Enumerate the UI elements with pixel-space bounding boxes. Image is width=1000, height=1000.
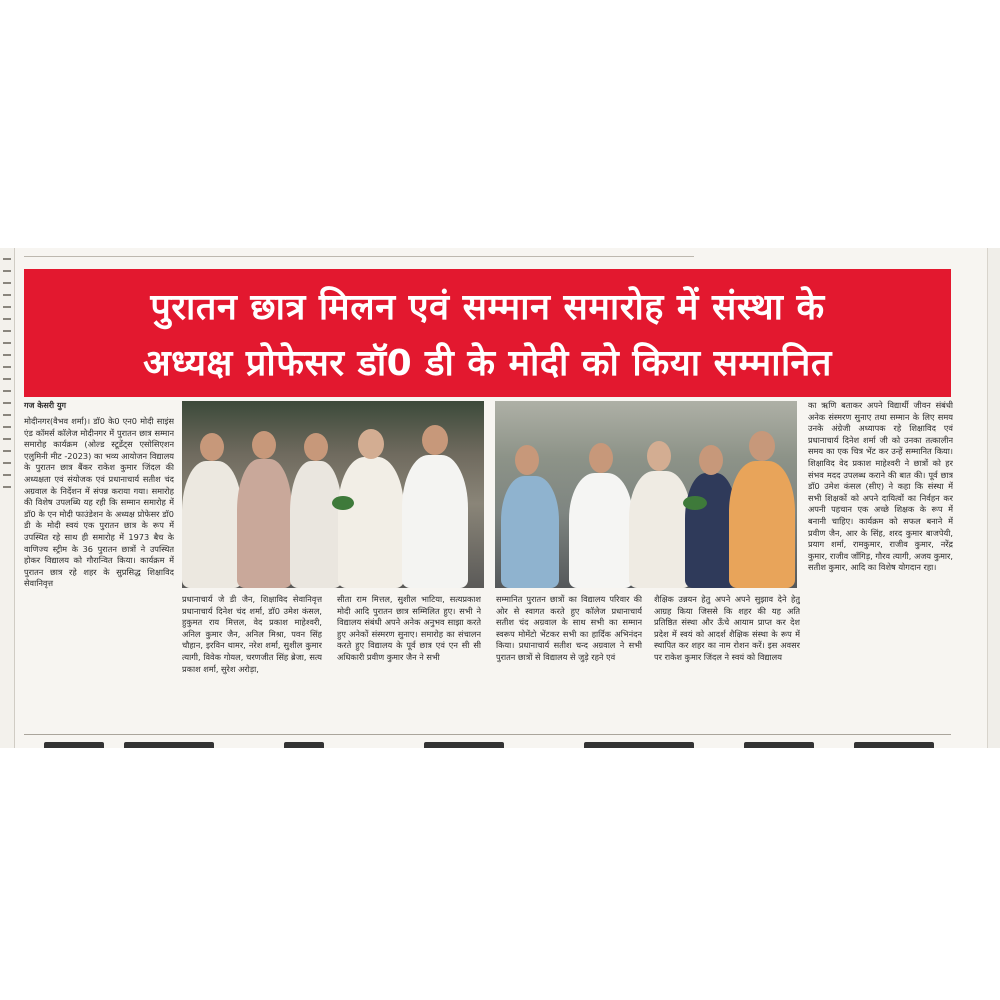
adjacent-page-edge-right xyxy=(987,248,1000,748)
top-divider xyxy=(24,256,694,257)
headline-banner xyxy=(24,269,951,397)
article-column-4: सम्मानित पुरातन छात्रों का विद्यालय परिवार की ओर से स्वागत करते हुए कॉलेज प्रधानाचार्य सतीश चंद अग्रवाल के साथ सभी का सम्मान स्वरूप मोमेंटो भेंटकर सभी का हार्दिक अभिनंदन किया। प्रधानाचार्य सतीश चन्द अग्रवाल ने सभी पुरातन छात्रों से विद्यालय से जुड़े रहने एवं xyxy=(496,594,642,662)
photo-honoring-ceremony-right xyxy=(495,401,797,588)
photo-honoring-ceremony-left xyxy=(182,401,484,588)
bottom-divider xyxy=(24,734,951,735)
article-column-3: सीता राम मित्तल, सुशील भाटिया, सत्यप्रकाश मोदी आदि पुरातन छात्र सम्मिलित हुए। सभी ने विद्यालय संबंधी अपने अनेक अनुभव साझा करते हुए अनेकों संस्मरण सुनाए। समारोह का संचालन करते हुए विद्यालय के पूर्व छात्र एवं एन सी सी अधिकारी प्रवीण कुमार जैन ने सभी xyxy=(337,594,481,662)
headline-line-2: अध्यक्ष प्रोफेसर डॉ0 डी के मोदी को किया सम्मानित xyxy=(143,343,832,384)
adjacent-page-edge-left xyxy=(0,248,15,748)
article-column-5: शैक्षिक उन्नयन हेतु अपने अपने सुझाव देने हेतु आग्रह किया जिससे कि शहर की यह अति प्रतिष्ठित संस्था और ऊँचे आयाम प्राप्त कर देश प्रदेश में स्वयं को आदर्श शैक्षिक संस्था के रूप में स्थापित कर शहर का नाम रोशन करें। इस अवसर पर राकेश कुमार जिंदल ने स्वयं को विद्यालय xyxy=(654,594,800,662)
headline-line-1: पुरातन छात्र मिलन एवं सम्मान समारोह में संस्था के xyxy=(150,287,825,328)
article-column-2: प्रधानाचार्य जे डी जैन, शिक्षाविद सेवानिवृत्त प्रधानाचार्य दिनेश चंद शर्मा, डॉ0 उमेश कंसल, हुकुमत राय मित्तल, वेद प्रकाश माहेश्वरी, अनिल कुमार जैन, अनिल मिश्रा, पवन सिंह चौहान, इरविन थामर, नरेश शर्मा, सुशील कुमार त्यागी, विवेक गोयल, चरणजीत सिंह ब्रेजा, सत्य प्रकाश शर्मा, सुरेश अरोड़ा, xyxy=(182,594,322,674)
next-article-headline-cropped xyxy=(24,738,951,748)
article-column-1: मोदीनगर(वैभव शर्मा)। डॉ0 के0 एन0 मोदी साइंस एंड कॉमर्स कॉलेज मोदीनगर में पुरातन छात्र सम्मान समारोह कार्यक्रम (ओल्ड स्टूडेंट्स एसोसिएशन एलुमिनी मीट -2023) का भव्य आयोजन विद्यालय के पुरातन छात्र बैंकर राकेश कुमार जिंदल की अध्यक्षता एवं संयोजक एवं प्रधानाचार्य सतीश चंद अग्रवाल के निर्देशन में संपन्न कराया गया। समारोह की विशेष उपलब्धि यह रही कि सम्मान समारोह में डॉ0 के एन मोदी फाउंडेशन के अध्यक्ष प्रोफेसर डॉ0 डी के मोदी स्वयं एक पुरातन छात्र के रूप में उपस्थित रहे साथ ही समारोह में 1973 बैच के वाणिज्य स्ट्रीम के 36 पुरातन छात्रों ने उपस्थित होकर विद्यालय को गौरान्वित किया। कार्यक्रम में पुरातन छात्र रहे शहर के सुप्रसिद्ध शिक्षाविद सेवानिवृत्त xyxy=(24,416,174,589)
newspaper-clipping xyxy=(0,248,1000,748)
article-column-6: का ऋणि बताकर अपने विद्यार्थी जीवन संबंधी अनेक संस्मरण सुनाए तथा सम्मान के लिए समय उनके अंग्रेजी अध्यापक रहे शिक्षाविद एवं प्रधानाचार्य दिनेश शर्मा जी को उनका तत्कालीन समय का एक चित्र भेंट कर उन्हें सम्मानित किया। शिक्षाविद वेद प्रकाश माहेश्वरी ने छात्रों को हर संभव मदद उपलब्ध कराने की बात की। पूर्व छात्र डॉ0 उमेश कंसल (सीए) ने कहा कि संस्था में सभी शिक्षकों को अपने दायित्वों का निर्वहन कर अपनी पहचान एक अच्छे शिक्षक के रूप में बनानी चाहिए। कार्यक्रम को सफल बनाने में प्रवीण जैन, आर के सिंह, शरद कुमार बाजपेयी, प्रयाग शर्मा, रामकुमार, राजीव कुमार, नरेंद्र कुमार, राजीव जाँगिड़, गौरव त्यागी, अजय कुमार, सतीश कुमार, आदि का विशेष योगदान रहा। xyxy=(808,400,953,573)
byline: गज केसरी युग xyxy=(24,401,67,410)
